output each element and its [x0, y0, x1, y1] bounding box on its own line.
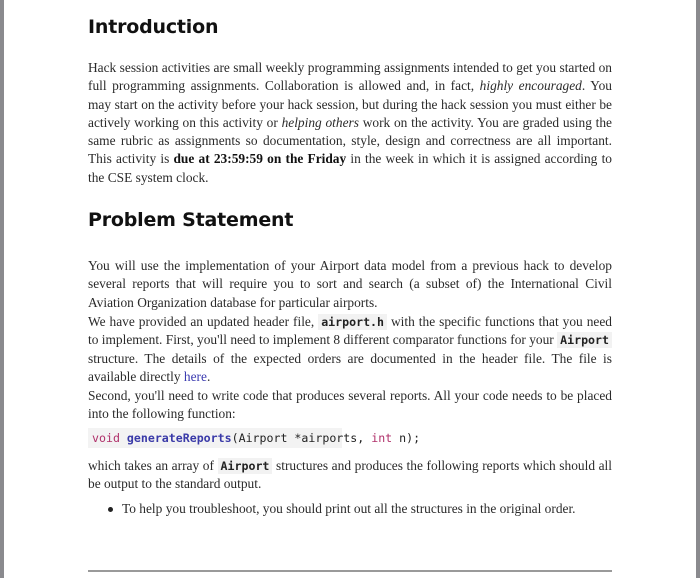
keyword-int: int — [371, 431, 393, 445]
section-heading-introduction: Introduction — [88, 16, 219, 38]
page-border-right — [696, 0, 700, 578]
list-item — [88, 500, 612, 518]
text-run: . You may start on the activity before your hack session, but during the hack session you must either be actively working on this activity or — [88, 78, 613, 130]
due-date-text: due at 23:59:59 on the Friday — [173, 151, 347, 167]
horizontal-rule — [88, 570, 612, 573]
section-heading-problem-statement: Problem Statement — [88, 209, 294, 231]
function-name: generateReports — [126, 431, 232, 445]
text-run: structures and produces the following reports which should all be output to the standard output. — [88, 458, 612, 492]
keyword-void: void — [92, 431, 120, 445]
reports-list — [88, 500, 612, 518]
code-args-end: n); — [392, 431, 421, 445]
intro-paragraph — [88, 59, 612, 187]
text-run: We have provided an updated header file, — [88, 314, 319, 329]
problem-paragraph-2 — [88, 313, 612, 386]
inline-code-header-file: airport.h — [318, 314, 387, 330]
text-run: structure. The details of the expected orders are documented in the header file. The file is available directly — [88, 350, 612, 384]
code-args: (Airport *airports, — [231, 431, 372, 445]
emphasis-text: helping others — [281, 114, 359, 130]
text-run: which takes an array of — [88, 458, 218, 473]
emphasis-text: highly encouraged — [479, 78, 582, 94]
text-run: Hack session activities are small weekly programming assignments intended to get you started on full programming assignments. Collaboration is allowed and, in fact, — [88, 60, 612, 94]
bullet-icon — [108, 507, 113, 512]
problem-paragraph-3: Second, you'll need to write code that produces several reports. All your code needs to be placed into the following function: — [88, 388, 612, 422]
list-item-text: To help you troubleshoot, you should print out all the structures in the original order. — [122, 501, 576, 516]
problem-paragraph-1: You will use the implementation of your Airport data model from a previous hack to develop several reports that will require you to sort and search (a subset of) the International Civil Aviation Organization database for particular airports. — [88, 258, 612, 310]
text-run: with the specific functions that you need to implement. First, you'll need to implement 8 different comparator functions for your — [88, 314, 612, 348]
inline-code-airport: Airport — [557, 332, 612, 348]
function-signature-code — [88, 428, 421, 448]
page-border-left — [0, 0, 4, 578]
header-file-link[interactable]: here — [183, 368, 207, 384]
problem-paragraph-4 — [88, 457, 612, 494]
text-run: in the week in which it is assigned according to the CSE system clock. — [88, 151, 612, 185]
text-run: work on the activity. You are graded using the same rubric as assignments so documentation, style, design and correctness are all important. This activity is — [88, 114, 612, 167]
text-run: . — [206, 368, 211, 384]
inline-code-airport: Airport — [218, 458, 273, 474]
